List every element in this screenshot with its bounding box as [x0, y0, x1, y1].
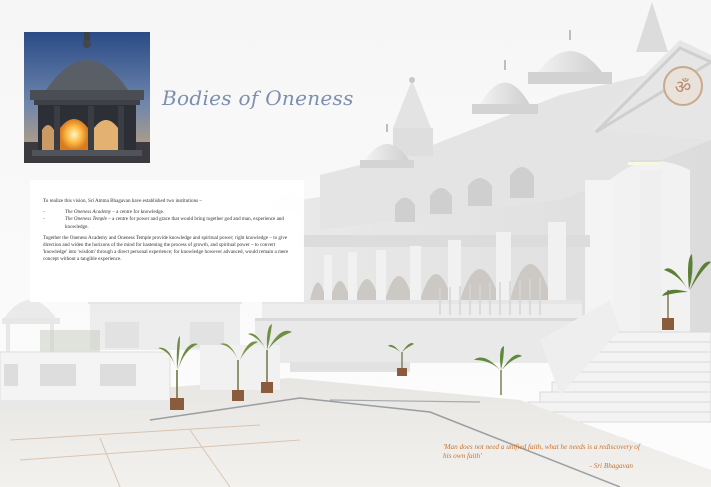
quote-block	[443, 443, 643, 471]
svg-text:ॐ: ॐ	[674, 77, 692, 98]
institution-description: – a centre for knowledge.	[111, 209, 165, 216]
list-item	[43, 216, 294, 230]
institution-description: – a centre for power and grace that would bring together god and man, experience and knowledge.	[65, 216, 284, 230]
quote-attribution: - Sri Bhagavan	[589, 462, 633, 470]
institution-name: The Oneness Academy	[65, 209, 112, 216]
intro-text-box	[30, 180, 304, 302]
page-title: Bodies of Oneness	[162, 86, 354, 110]
intro-lead: To realize this vision, Sri Amma Bhagavan have established two institutions –	[43, 198, 202, 204]
institution-name: The Oneness Temple	[65, 216, 107, 223]
intro-body: Together the Oneness Academy and Oneness Temple provide knowledge and spiritual power; right knowledge – to give direction and widen the horizons of the mind for hastening the process of growth, and spiritual power – to convert 'knowledge' into 'wisdom' through a direct personal experience; for knowledge however advanced, would remain a mere concept without a tangible experience.	[43, 234, 289, 263]
quote-text: 'Man does not need a unified faith, what he needs is a rediscovery of his own faith'	[443, 443, 640, 460]
bullet-marker: -	[43, 209, 45, 216]
bullet-marker: -	[43, 216, 45, 223]
pavilion-thumbnail	[24, 32, 150, 163]
